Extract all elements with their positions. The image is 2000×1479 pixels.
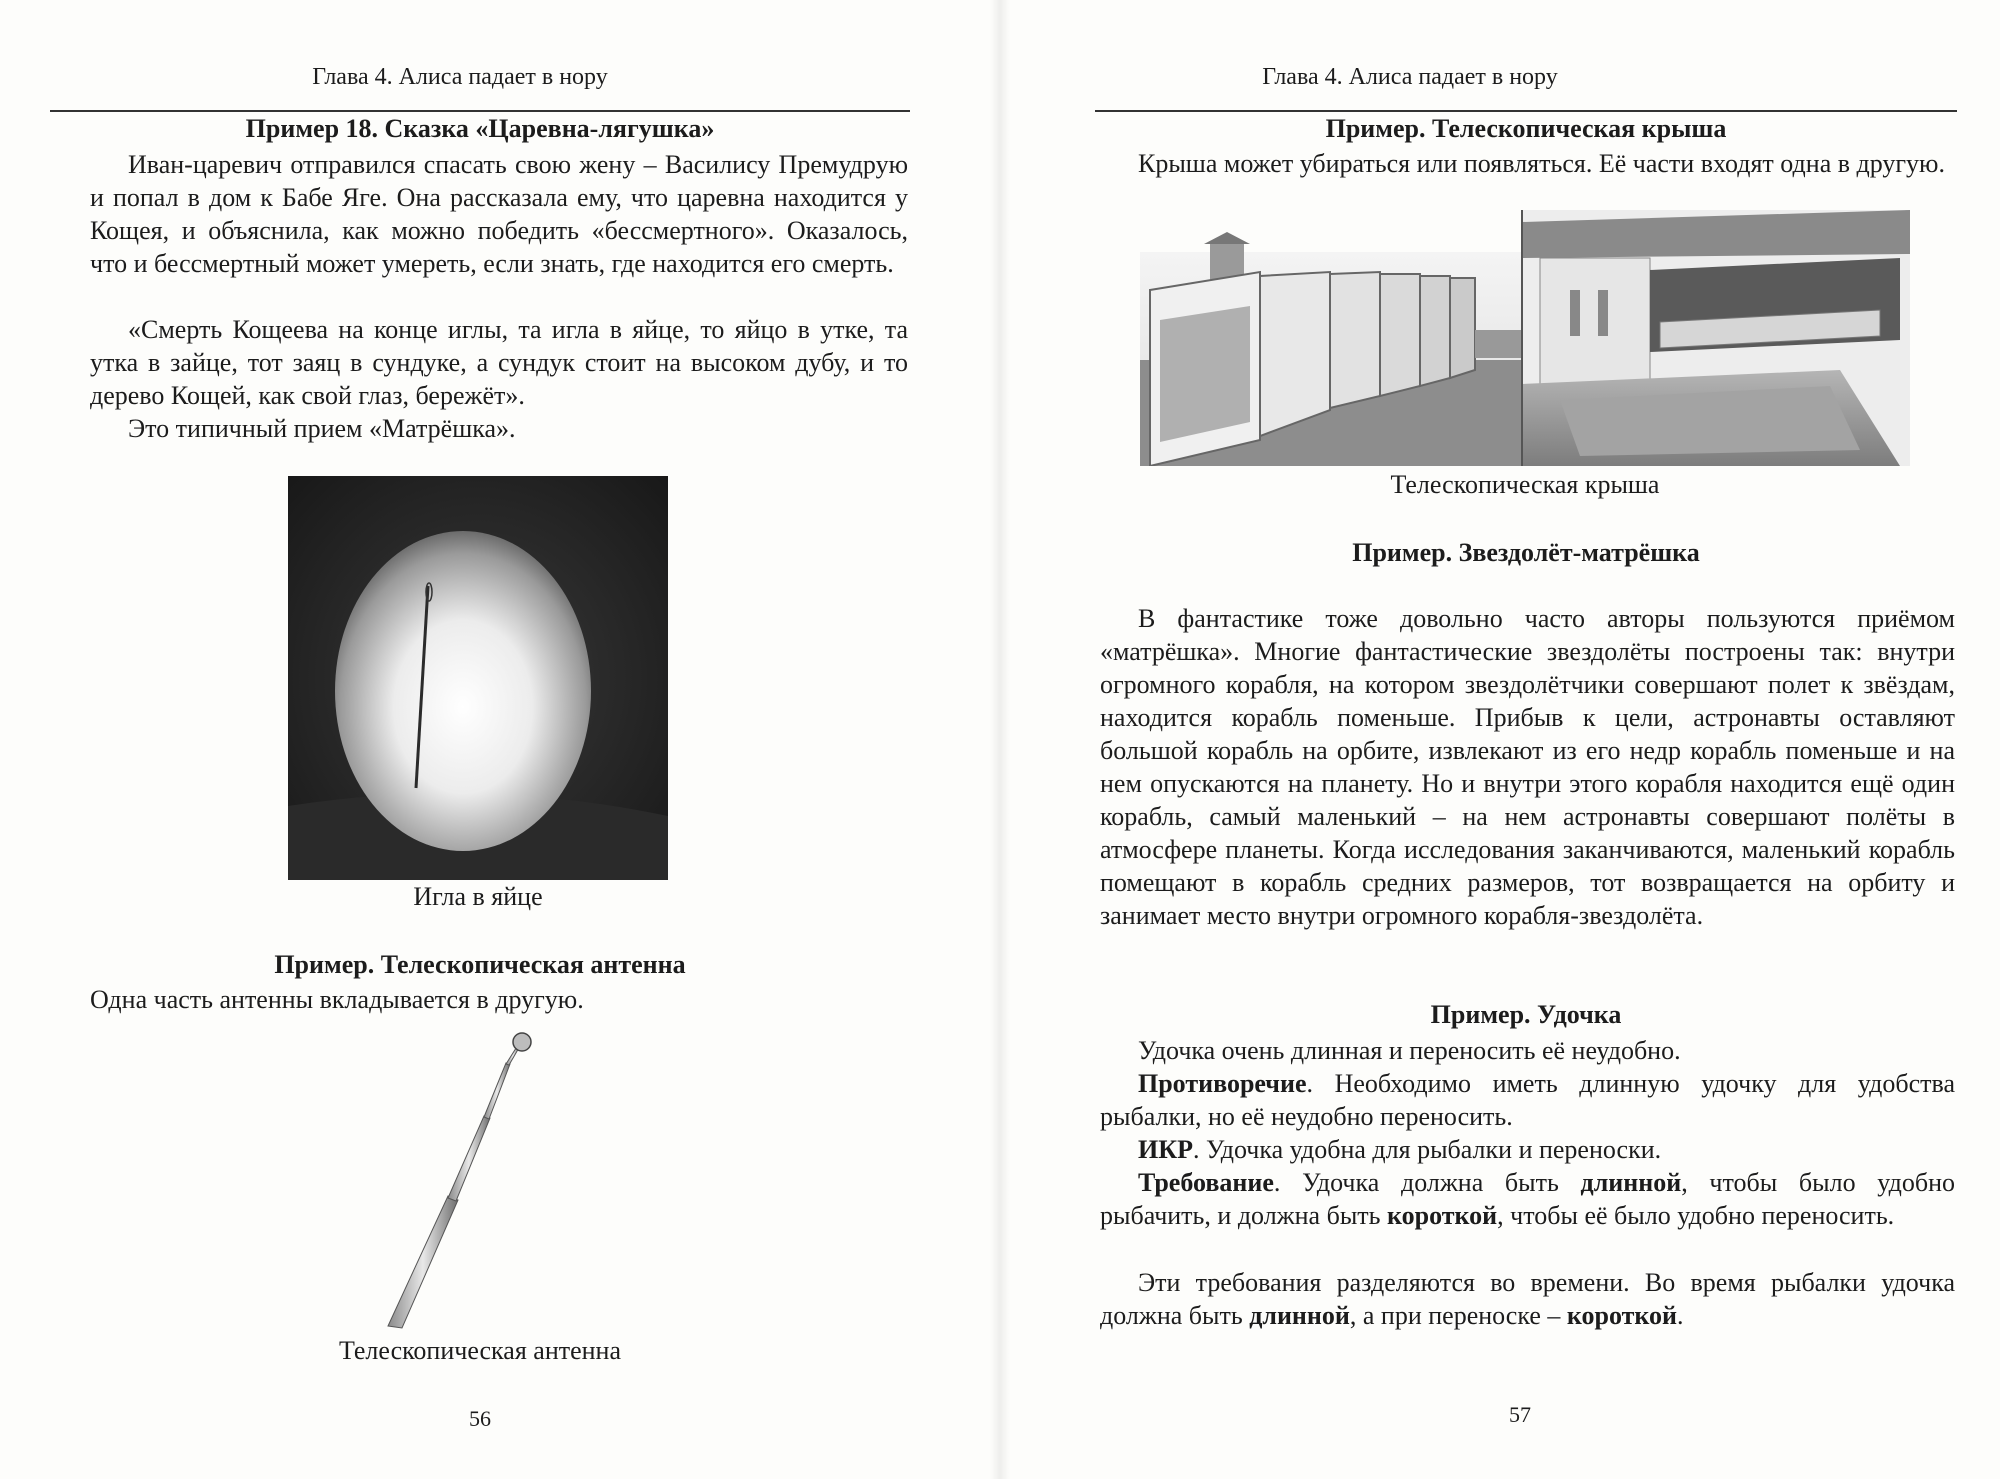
term-bold: Требование [1138, 1168, 1274, 1197]
right-page [1000, 0, 2000, 1479]
figure-caption: Телескопическая крыша [1390, 470, 1660, 499]
paragraph [1100, 1067, 1955, 1133]
paragraph-text: . Удочка должна быть [1273, 1168, 1581, 1197]
page-number: 57 [1509, 1402, 1531, 1427]
section-heading: Пример. Телескопическая крыша [1325, 114, 1727, 143]
paragraph-text: Эти требования разделяются во времени. Во время рыбалки удочка должна быть [1100, 1268, 1955, 1330]
paragraph [1100, 1166, 1955, 1232]
emphasis-bold: длинной [1580, 1168, 1682, 1197]
figure-caption: Телескопическая антенна [338, 1336, 622, 1365]
paragraph-text: , а при переноске – [1349, 1301, 1567, 1330]
section-heading: Пример 18. Сказка «Царевна-лягушка» [245, 114, 715, 143]
paragraph: Это типичный прием «Матрёшка». [128, 414, 516, 443]
paragraph: Крыша может убираться или появляться. Её части входят одна в другую. [1138, 149, 1945, 178]
paragraph-text: . Удочка удобна для рыбалки и переноски. [1192, 1135, 1662, 1164]
header-rule [50, 110, 910, 112]
paragraph-text: , чтобы её было удобно переносить. [1497, 1201, 1895, 1230]
term-bold: Противоречие [1138, 1069, 1307, 1098]
paragraph [1100, 1133, 1955, 1166]
term-bold: ИКР [1138, 1135, 1193, 1164]
paragraph [1100, 1266, 1955, 1332]
page-number: 56 [469, 1406, 491, 1431]
paragraph: Одна часть антенны вкладывается в другую. [90, 985, 584, 1014]
telescopic-antenna-image [370, 1030, 590, 1330]
emphasis-bold: короткой [1566, 1301, 1678, 1330]
section-heading: Пример. Телескопическая антенна [274, 950, 686, 979]
paragraph-text: . Необходимо иметь длинную удочку для удобства рыбалки, но её неудобно переносить. [1100, 1069, 1955, 1131]
emphasis-bold: короткой [1387, 1201, 1498, 1230]
section-heading: Пример. Звездолёт-матрёшка [1352, 538, 1700, 567]
telescopic-roof-image [1140, 210, 1910, 466]
paragraph: Удочка очень длинная и переносить её неудобно. [1138, 1036, 1681, 1065]
paragraph-text: . [1677, 1301, 1684, 1330]
header-rule [1095, 110, 1957, 112]
paragraph: В фантастике тоже довольно часто авторы пользуются приёмом «матрёшка». Многие фантастические звездолёты построены так: внутри огромного корабля, на котором звездолётчики совершают полет к звёздам, находится корабль поменьше. Прибыв к цели, астронавты оставляют большой корабль на орбите, извлекают из его недр корабль поменьше и на нем опускаются на планету. Но и внутри этого корабля находится ещё один корабль, самый маленький – на нем астронавты совершают полёты в атмосфере планеты. Когда исследования заканчиваются, маленький корабль помещают в корабль средних размеров, тот возвращается на орбиту и занимает место внутри огромного корабля-звездолёта. [1100, 604, 1955, 930]
emphasis-bold: длинной [1249, 1301, 1350, 1330]
needle-in-egg-image [288, 476, 668, 880]
figure-caption: Игла в яйце [413, 882, 543, 911]
section-heading: Пример. Удочка [1430, 1000, 1622, 1029]
paragraph-text: , чтобы было удобно рыбачить, и должна быть [1100, 1168, 1955, 1230]
running-head: Глава 4. Алиса падает в нору [1262, 64, 1558, 90]
paragraph: Иван-царевич отправился спасать свою жену – Василису Премудрую и попал в дом к Бабе Яге. Она рассказала ему, что царевна находится у Кощея, и объяснила, как можно победить «бессмертного». Оказалось, что и бессмертный может умереть, если знать, где находится его смерть. [90, 150, 908, 278]
paragraph: «Смерть Кощеева на конце иглы, та игла в яйце, то яйцо в утке, та утка в зайце, тот заяц в сундуке, а сундук стоит на высоком дубу, и то дерево Кощей, как свой глаз, бережёт». [90, 315, 908, 410]
running-head: Глава 4. Алиса падает в нору [312, 64, 608, 90]
